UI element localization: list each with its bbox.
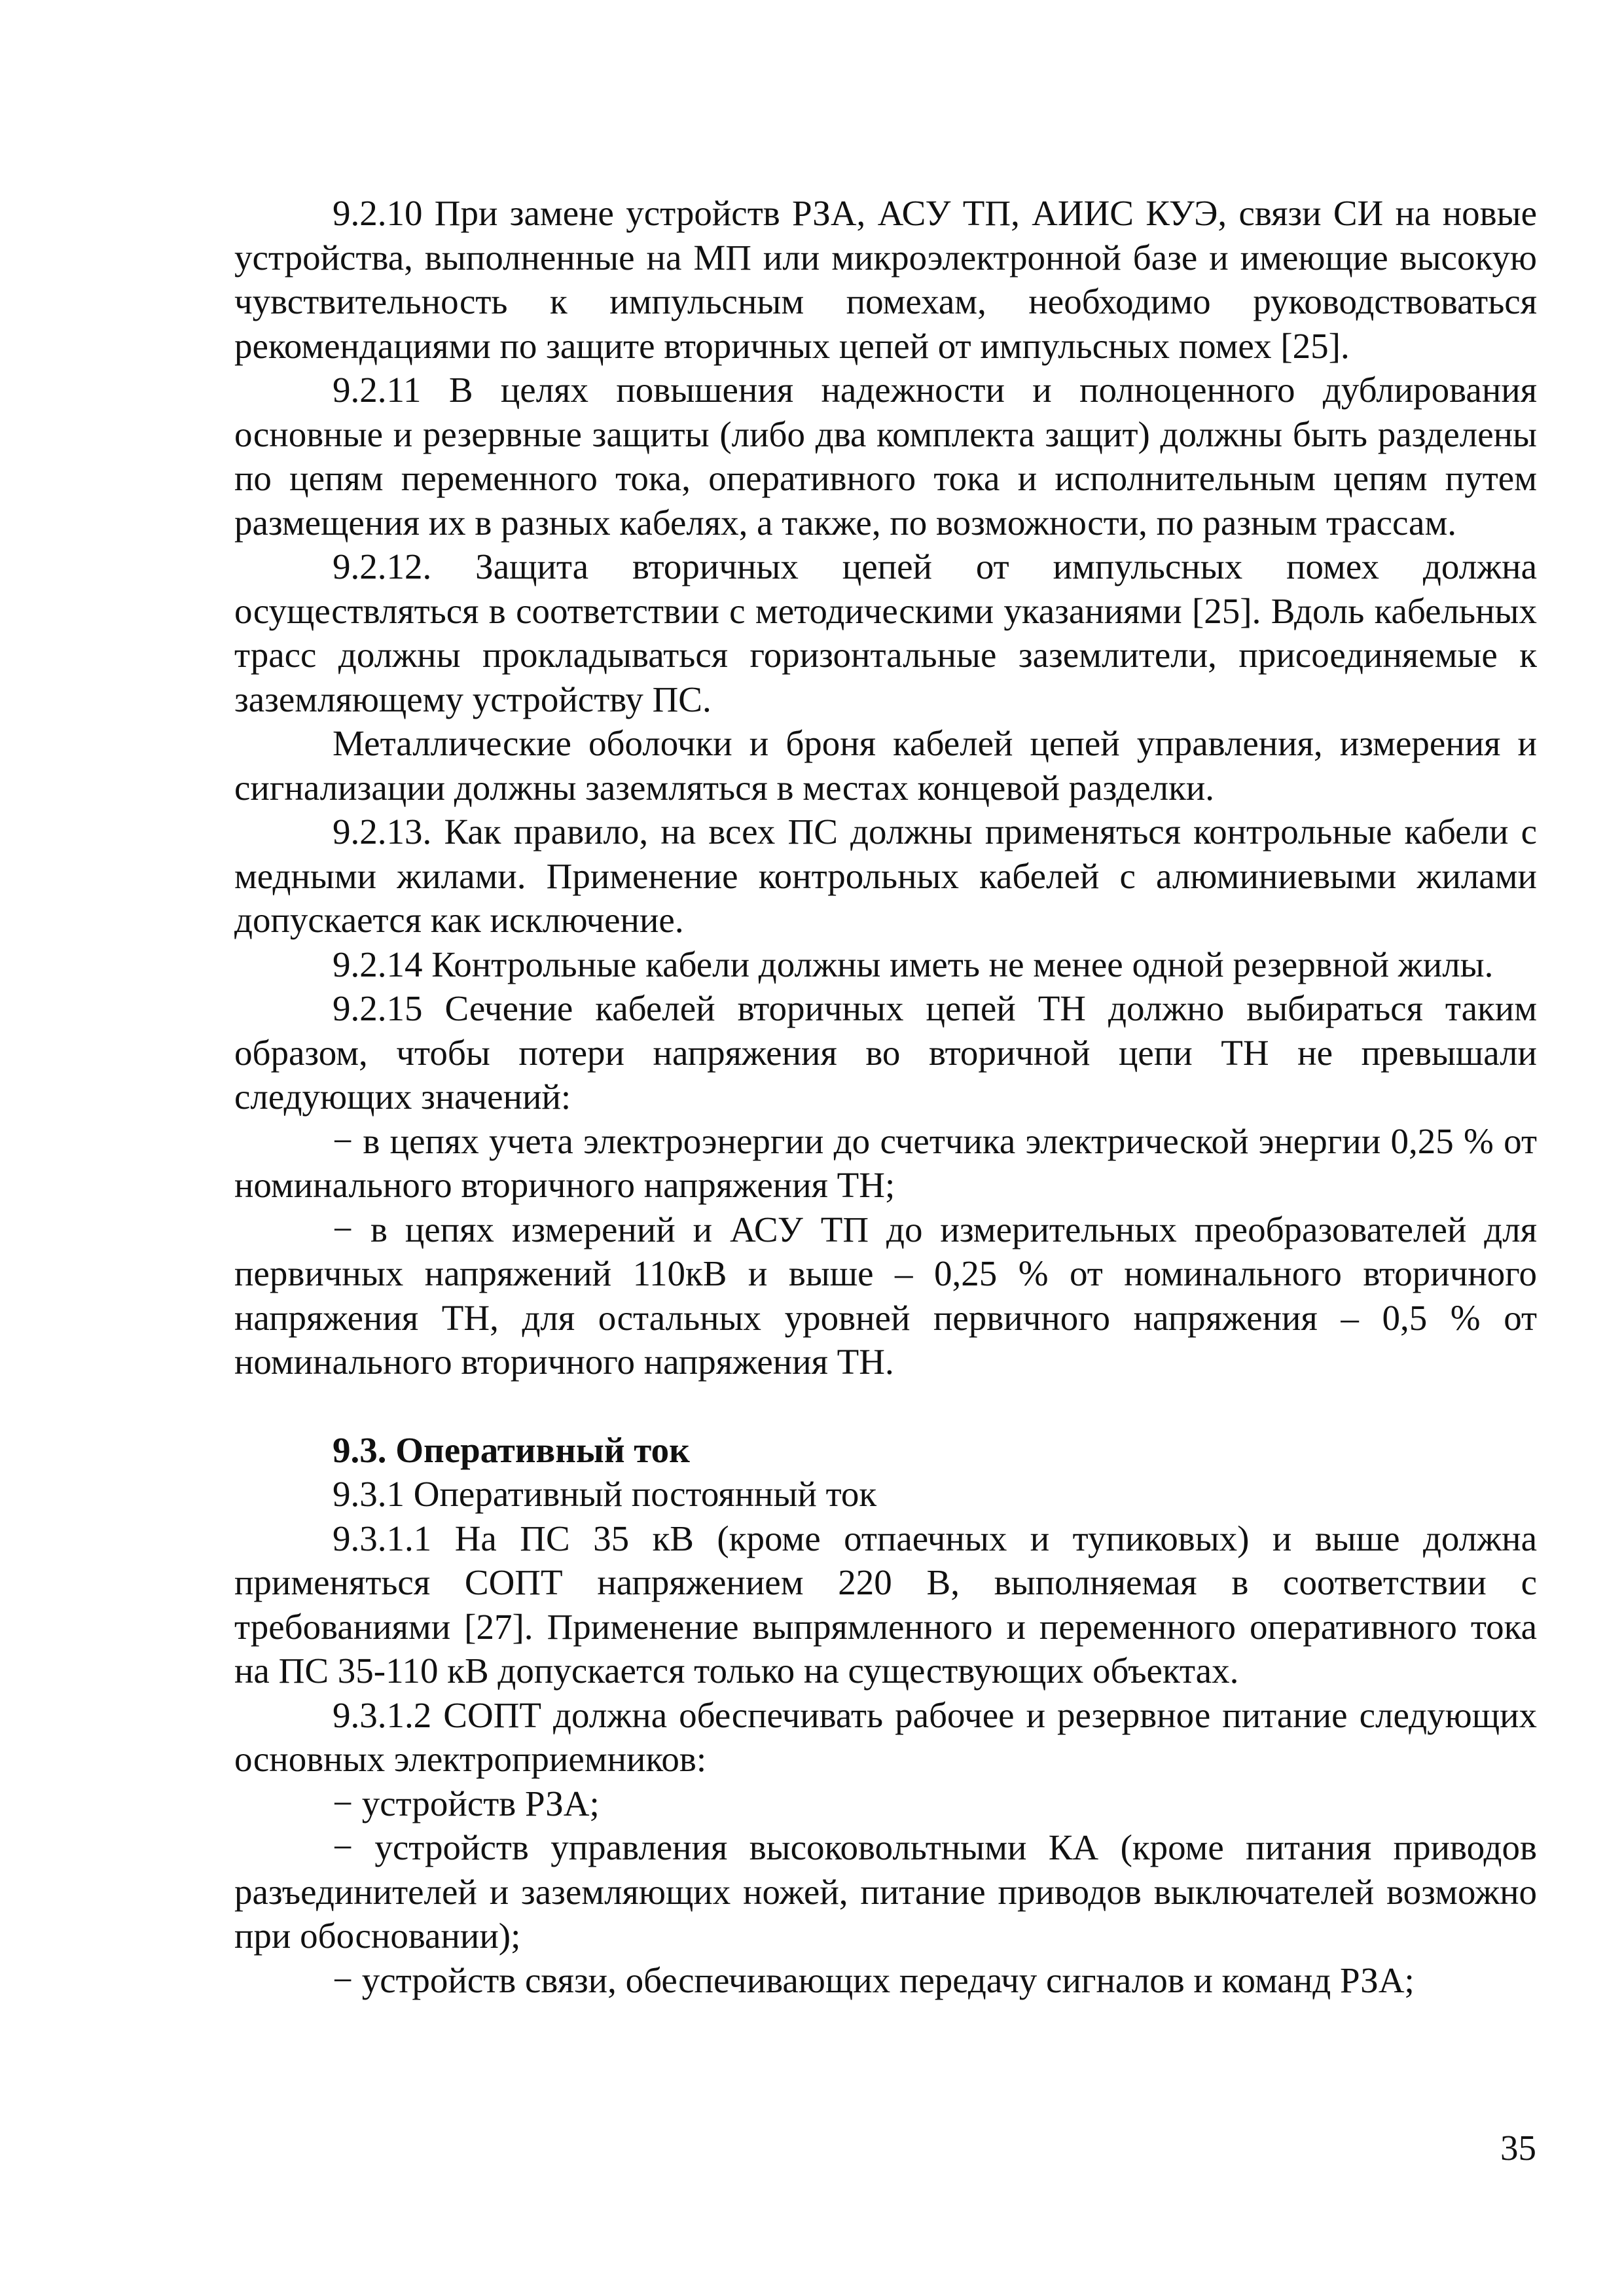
- list-item-metering-circuits: − в цепях учета электроэнергии до счетчика электрической энергии 0,25 % от номинального вторичного напряжения ТН;: [234, 1121, 1537, 1205]
- page-number: 35: [1500, 2128, 1536, 2168]
- document-page: [234, 191, 1537, 2002]
- paragraph-9-2-14: 9.2.14 Контрольные кабели должны иметь не менее одной резервной жилы.: [333, 944, 1494, 984]
- list-item-control-devices: − устройств управления высоковольтными КА (кроме питания приводов разъединителей и заземляющих ножей, питание приводов выключателей возможно при обосновании);: [234, 1827, 1537, 1956]
- paragraph-9-2-11: 9.2.11 В целях повышения надежности и полноценного дублирования основные и резервные защиты (либо два комплекта защит) должны быть разделены по цепям переменного тока, оперативного тока и исполнительным цепям путем размещения их в разных кабелях, а также, по возможности, по разным трассам.: [234, 370, 1537, 543]
- list-item-communication-devices: − устройств связи, обеспечивающих передачу сигналов и команд РЗА;: [333, 1960, 1415, 2000]
- paragraph-9-2-12: 9.2.12. Защита вторичных цепей от импульсных помех должна осуществляться в соответствии с методическими указаниями [25]. Вдоль кабельных трасс должны прокладываться горизонтальные заземлители, присоединяемые к заземляющему устройству ПС.: [234, 547, 1537, 719]
- paragraph-9-3-1-1: 9.3.1.1 На ПС 35 кВ (кроме отпаечных и тупиковых) и выше должна применяться СОПТ напряжением 220 В, выполняемая в соответствии с требованиями [27]. Применение выпрямленного и переменного оперативного тока на ПС 35-110 кВ допускается только на существующих объектах.: [234, 1518, 1537, 1691]
- list-item-measurement-circuits: − в цепях измерений и АСУ ТП до измерительных преобразователей для первичных напряжений 110кВ и выше – 0,25 % от номинального вторичного напряжения ТН, для остальных уровней первичного напряжения – 0,5 % от номинального вторичного напряжения ТН.: [234, 1209, 1537, 1382]
- section-heading-9-3: 9.3. Оперативный ток: [333, 1429, 690, 1470]
- list-item-rza-devices: − устройств РЗА;: [333, 1783, 600, 1823]
- paragraph-9-2-13: 9.2.13. Как правило, на всех ПС должны применяться контрольные кабели с медными жилами. Применение контрольных кабелей с алюминиевыми жилами допускается как исключение.: [234, 812, 1537, 940]
- paragraph-9-2-15: 9.2.15 Сечение кабелей вторичных цепей ТН должно выбираться таким образом, чтобы потери напряжения во вторичной цепи ТН не превышали следующих значений:: [234, 988, 1537, 1117]
- paragraph-9-2-10: 9.2.10 При замене устройств РЗА, АСУ ТП, АИИС КУЭ, связи СИ на новые устройства, выполненные на МП или микроэлектронной базе и имеющие высокую чувствительность к импульсным помехам, необходимо руководствоваться рекомендациями по защите вторичных цепей от импульсных помех [25].: [234, 193, 1537, 366]
- paragraph-metal-sheaths: Металлические оболочки и броня кабелей цепей управления, измерения и сигнализации должны заземляться в местах концевой разделки.: [234, 723, 1537, 808]
- paragraph-9-3-1-2: 9.3.1.2 СОПТ должна обеспечивать рабочее и резервное питание следующих основных электроприемников:: [234, 1695, 1537, 1779]
- subsection-9-3-1: 9.3.1 Оперативный постоянный ток: [333, 1474, 877, 1514]
